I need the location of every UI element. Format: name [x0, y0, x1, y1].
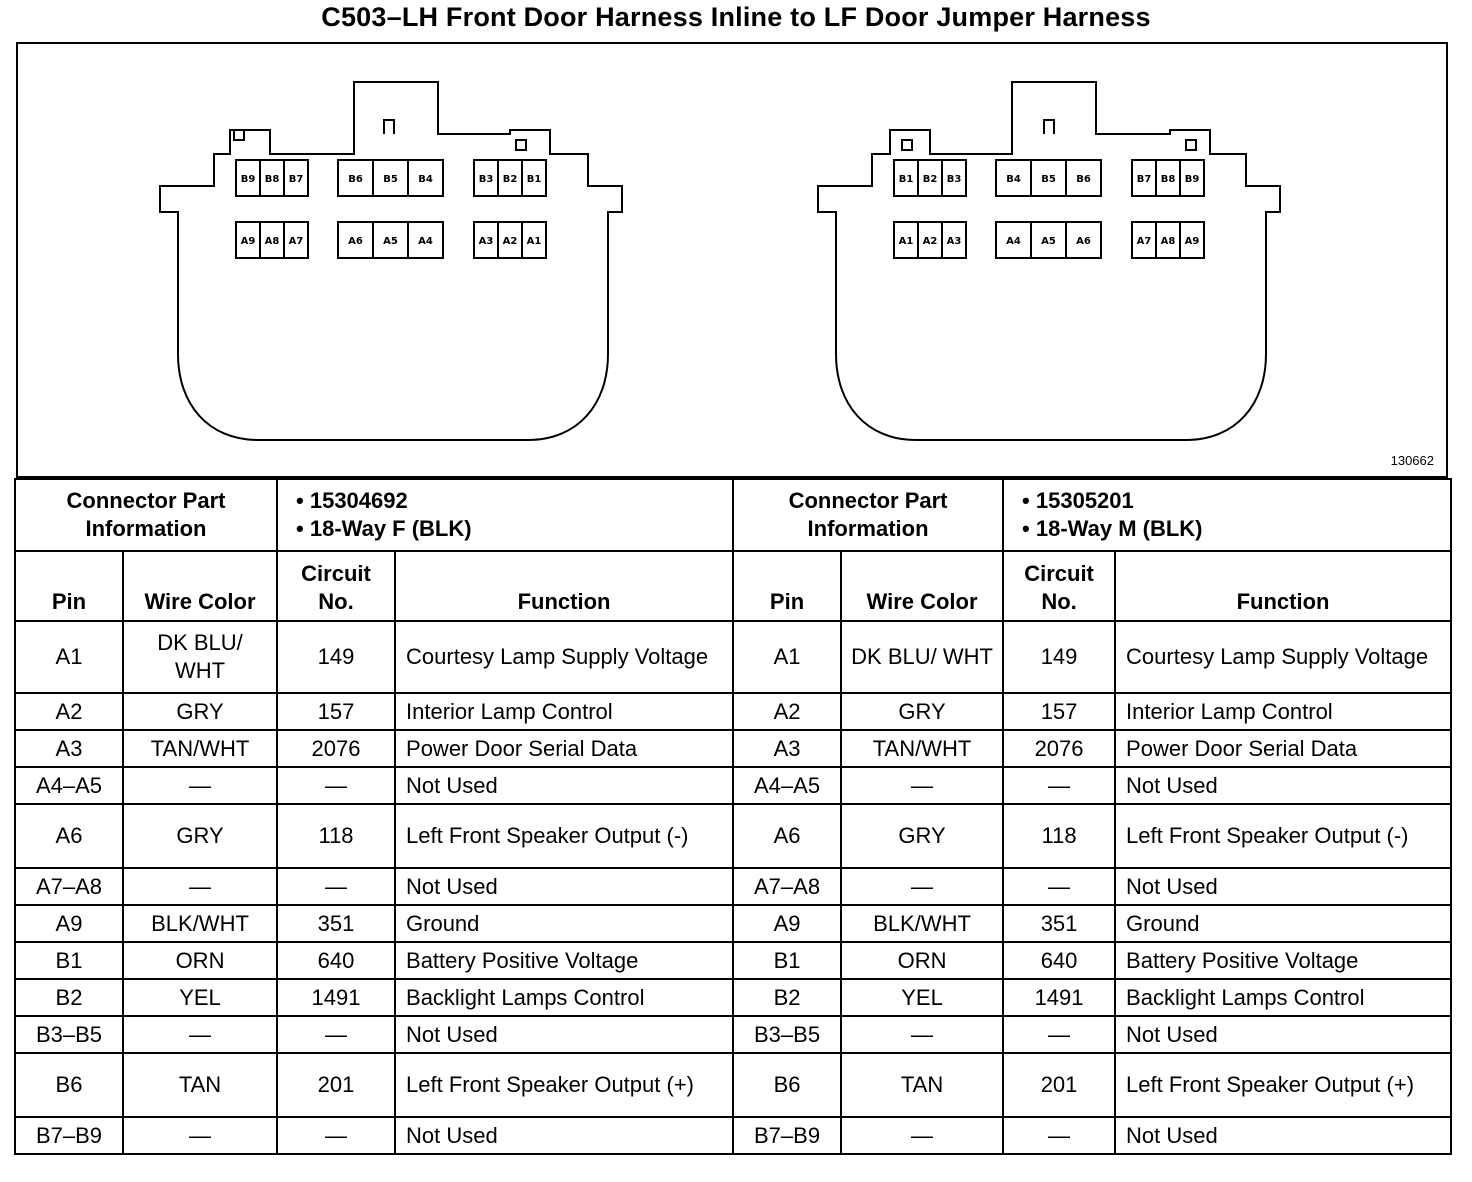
circuit-cell: —: [277, 1117, 395, 1154]
wire-color-cell: TAN: [123, 1053, 277, 1117]
wire-color-cell: DK BLU/ WHT: [841, 621, 1003, 693]
function-cell: Not Used: [395, 1016, 733, 1053]
function-cell: Courtesy Lamp Supply Voltage: [1115, 621, 1451, 693]
wire-color-cell: —: [841, 868, 1003, 905]
pin-label: A5: [1041, 236, 1056, 247]
circuit-cell: —: [1003, 767, 1115, 804]
function-cell: Battery Positive Voltage: [395, 942, 733, 979]
wire-color-cell: —: [841, 1016, 1003, 1053]
pin-label: A7: [288, 236, 304, 247]
function-cell: Power Door Serial Data: [1115, 730, 1451, 767]
table-row: [15, 804, 1451, 868]
pin-label: B6: [1076, 174, 1091, 185]
pin-label: B7: [1136, 174, 1152, 185]
table-row: [15, 905, 1451, 942]
circuit-cell: 640: [277, 942, 395, 979]
pin-label: A2: [502, 236, 518, 247]
connector-info-left: [277, 479, 733, 551]
pin-label: B2: [922, 174, 938, 185]
function-cell: Not Used: [395, 767, 733, 804]
left-connector-housing: [160, 82, 622, 440]
pin-label: B5: [1041, 174, 1056, 185]
pin-cell: A1: [733, 621, 841, 693]
table-row: [15, 942, 1451, 979]
wire-color-cell: BLK/WHT: [123, 905, 277, 942]
pin-cell: B3–B5: [15, 1016, 123, 1053]
wire-color-cell: GRY: [123, 693, 277, 730]
pin-cell: B7–B9: [15, 1117, 123, 1154]
wire-color-cell: —: [841, 1117, 1003, 1154]
pin-label: A1: [526, 236, 542, 247]
function-cell: Not Used: [395, 868, 733, 905]
pin-cell: A7–A8: [733, 868, 841, 905]
circuit-cell: 149: [277, 621, 395, 693]
circuit-cell: —: [277, 868, 395, 905]
pin-cell: A2: [15, 693, 123, 730]
wire-color-cell: DK BLU/ WHT: [123, 621, 277, 693]
circuit-cell: 157: [277, 693, 395, 730]
function-cell: Backlight Lamps Control: [395, 979, 733, 1016]
pin-label: A4: [418, 236, 433, 247]
pin-cell: B1: [15, 942, 123, 979]
table-row: [15, 868, 1451, 905]
connector-face-views: [18, 44, 1446, 476]
pin-label: A2: [922, 236, 938, 247]
table-row: [15, 979, 1451, 1016]
header-circuit: Circuit No.: [277, 551, 395, 621]
pin-cell: B6: [15, 1053, 123, 1117]
header-wire-color: Wire Color: [123, 551, 277, 621]
pin-cell: B1: [733, 942, 841, 979]
header-pin: Pin: [15, 551, 123, 621]
circuit-cell: —: [277, 1016, 395, 1053]
pin-label: B9: [240, 174, 256, 185]
part-number-right: • 15305201: [1022, 487, 1444, 515]
table-row: [15, 1016, 1451, 1053]
wire-color-cell: GRY: [841, 804, 1003, 868]
wire-color-cell: TAN/WHT: [123, 730, 277, 767]
circuit-cell: 118: [1003, 804, 1115, 868]
page-title: C503–LH Front Door Harness Inline to LF Door Jumper Harness: [321, 2, 1151, 32]
pin-cell: A6: [733, 804, 841, 868]
wire-color-cell: YEL: [123, 979, 277, 1016]
pinout-table: [14, 478, 1452, 1155]
connector-diagram: [16, 42, 1448, 478]
pin-label: A6: [348, 236, 363, 247]
wire-color-cell: TAN/WHT: [841, 730, 1003, 767]
header-wire-color: Wire Color: [841, 551, 1003, 621]
pin-label: A1: [898, 236, 914, 247]
pin-label: B3: [946, 174, 962, 185]
table-row: [15, 1117, 1451, 1154]
pin-label: A9: [240, 236, 256, 247]
wire-color-cell: ORN: [841, 942, 1003, 979]
circuit-cell: 201: [277, 1053, 395, 1117]
table-row: [15, 693, 1451, 730]
function-cell: Ground: [395, 905, 733, 942]
pin-label: B4: [1006, 174, 1021, 185]
header-pin: Pin: [733, 551, 841, 621]
connector-desc-left: • 18-Way F (BLK): [296, 515, 726, 543]
header-function: Function: [1115, 551, 1451, 621]
pin-cell: B2: [15, 979, 123, 1016]
wire-color-cell: YEL: [841, 979, 1003, 1016]
circuit-cell: 149: [1003, 621, 1115, 693]
pin-cell: B7–B9: [733, 1117, 841, 1154]
circuit-cell: —: [277, 767, 395, 804]
circuit-cell: 2076: [1003, 730, 1115, 767]
circuit-cell: 640: [1003, 942, 1115, 979]
wire-color-cell: TAN: [841, 1053, 1003, 1117]
circuit-cell: 1491: [277, 979, 395, 1016]
pin-label: B5: [383, 174, 398, 185]
pin-label: B6: [348, 174, 363, 185]
function-cell: Not Used: [1115, 1117, 1451, 1154]
pin-cell: A9: [15, 905, 123, 942]
header-function: Function: [395, 551, 733, 621]
wire-color-cell: —: [123, 1117, 277, 1154]
circuit-cell: 351: [277, 905, 395, 942]
wire-color-cell: —: [123, 1016, 277, 1053]
part-number-left: • 15304692: [296, 487, 726, 515]
circuit-cell: 201: [1003, 1053, 1115, 1117]
pin-label: A8: [264, 236, 280, 247]
pin-label: B9: [1184, 174, 1200, 185]
function-cell: Left Front Speaker Output (-): [395, 804, 733, 868]
pin-label: A3: [946, 236, 962, 247]
table-row: [15, 1053, 1451, 1117]
pin-cell: A3: [15, 730, 123, 767]
pin-cell: A4–A5: [733, 767, 841, 804]
pin-cell: A1: [15, 621, 123, 693]
wire-color-cell: —: [841, 767, 1003, 804]
wire-color-cell: —: [123, 767, 277, 804]
function-cell: Battery Positive Voltage: [1115, 942, 1451, 979]
pin-label: A6: [1076, 236, 1091, 247]
pin-label: B4: [418, 174, 433, 185]
function-cell: Courtesy Lamp Supply Voltage: [395, 621, 733, 693]
right-pin-groups: [894, 160, 1204, 258]
pin-label: B7: [288, 174, 304, 185]
circuit-cell: 1491: [1003, 979, 1115, 1016]
pin-label: A3: [478, 236, 494, 247]
function-cell: Backlight Lamps Control: [1115, 979, 1451, 1016]
table-row: [15, 767, 1451, 804]
header-circuit: Circuit No.: [1003, 551, 1115, 621]
pin-cell: A7–A8: [15, 868, 123, 905]
pin-label: B1: [898, 174, 914, 185]
pin-label: B8: [1160, 174, 1176, 185]
wire-color-cell: —: [123, 868, 277, 905]
circuit-cell: —: [1003, 1117, 1115, 1154]
function-cell: Not Used: [1115, 767, 1451, 804]
circuit-cell: 157: [1003, 693, 1115, 730]
right-connector-housing: [818, 82, 1280, 440]
connector-desc-right: • 18-Way M (BLK): [1022, 515, 1444, 543]
pin-cell: A9: [733, 905, 841, 942]
wire-color-cell: BLK/WHT: [841, 905, 1003, 942]
function-cell: Left Front Speaker Output (+): [395, 1053, 733, 1117]
pin-label: B1: [526, 174, 542, 185]
circuit-cell: 118: [277, 804, 395, 868]
wire-color-cell: GRY: [123, 804, 277, 868]
function-cell: Interior Lamp Control: [1115, 693, 1451, 730]
circuit-cell: —: [1003, 1016, 1115, 1053]
pin-label: A5: [383, 236, 398, 247]
connector-info-label-left: Connector Part Information: [15, 479, 277, 551]
wire-color-cell: GRY: [841, 693, 1003, 730]
function-cell: Interior Lamp Control: [395, 693, 733, 730]
figure-id: 130662: [1390, 453, 1434, 468]
pin-cell: A2: [733, 693, 841, 730]
pin-label: B3: [478, 174, 494, 185]
pin-label: A4: [1006, 236, 1021, 247]
pin-label: A9: [1184, 236, 1200, 247]
pin-label: B2: [502, 174, 518, 185]
function-cell: Left Front Speaker Output (-): [1115, 804, 1451, 868]
pin-cell: B3–B5: [733, 1016, 841, 1053]
circuit-cell: 2076: [277, 730, 395, 767]
connector-info-label-right: Connector Part Information: [733, 479, 1003, 551]
pin-cell: A3: [733, 730, 841, 767]
function-cell: Power Door Serial Data: [395, 730, 733, 767]
function-cell: Ground: [1115, 905, 1451, 942]
connector-info-right: [1003, 479, 1451, 551]
pin-label: B8: [264, 174, 280, 185]
function-cell: Not Used: [1115, 1016, 1451, 1053]
circuit-cell: —: [1003, 868, 1115, 905]
pin-label: A8: [1160, 236, 1176, 247]
pin-cell: A4–A5: [15, 767, 123, 804]
pin-cell: B2: [733, 979, 841, 1016]
function-cell: Not Used: [1115, 868, 1451, 905]
wire-color-cell: ORN: [123, 942, 277, 979]
pin-cell: A6: [15, 804, 123, 868]
pin-label: A7: [1136, 236, 1152, 247]
left-pin-groups: [236, 160, 546, 258]
function-cell: Left Front Speaker Output (+): [1115, 1053, 1451, 1117]
table-row: [15, 730, 1451, 767]
pin-cell: B6: [733, 1053, 841, 1117]
function-cell: Not Used: [395, 1117, 733, 1154]
circuit-cell: 351: [1003, 905, 1115, 942]
table-row: [15, 621, 1451, 693]
